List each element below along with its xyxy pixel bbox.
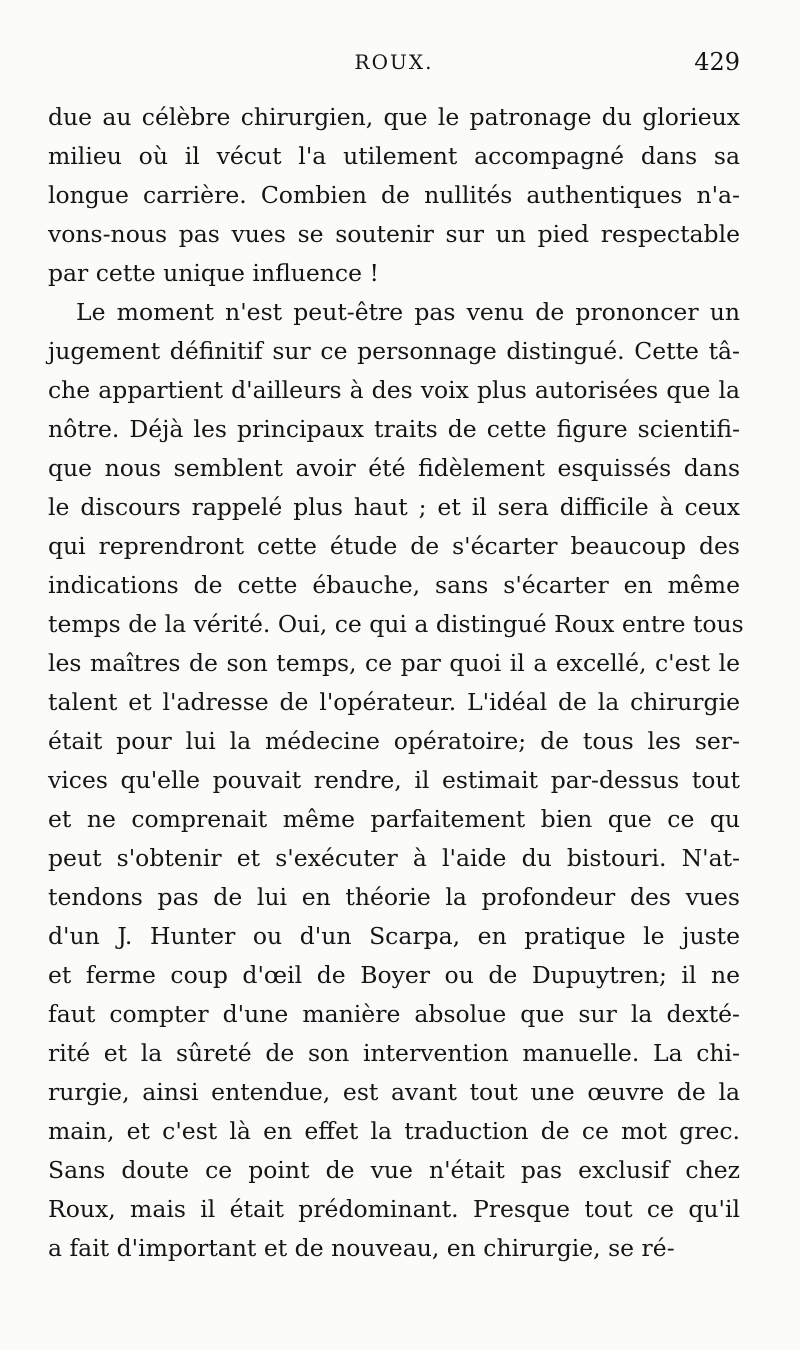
- text-line: peut s'obtenir et s'exécuter à l'aide du bistouri. N'at-: [48, 844, 740, 872]
- text-line: vons-nous pas vues se soutenir sur un pied respectable: [48, 220, 740, 248]
- text-line: indications de cette ébauche, sans s'écarter en même: [48, 571, 740, 599]
- text-line: et ferme coup d'œil de Boyer ou de Dupuytren; il ne: [48, 961, 740, 989]
- text-line: vices qu'elle pouvait rendre, il estimait par-dessus tout: [48, 766, 740, 794]
- text-line: a fait d'important et de nouveau, en chirurgie, se ré-: [48, 1234, 675, 1262]
- body-text: [48, 98, 744, 1268]
- paragraph: [48, 98, 740, 293]
- text-line: d'un J. Hunter ou d'un Scarpa, en pratique le juste: [48, 922, 740, 950]
- text-line: que nous semblent avoir été fidèlement esquissés dans: [48, 454, 740, 482]
- text-line: par cette unique influence !: [48, 259, 379, 287]
- text-line: milieu où il vécut l'a utilement accompagné dans sa: [48, 142, 740, 170]
- text-line: faut compter d'une manière absolue que sur la dexté-: [48, 1000, 740, 1028]
- text-line: temps de la vérité. Oui, ce qui a distingué Roux entre tous: [48, 610, 744, 638]
- text-line: et ne comprenait même parfaitement bien que ce qu: [48, 805, 740, 833]
- text-line: Le moment n'est peut-être pas venu de prononcer un: [76, 298, 740, 326]
- running-title: ROUX.: [354, 50, 434, 74]
- paragraph: [48, 293, 744, 1268]
- text-line: tendons pas de lui en théorie la profondeur des vues: [48, 883, 740, 911]
- text-line: due au célèbre chirurgien, que le patronage du glorieux: [48, 103, 740, 131]
- text-line: rurgie, ainsi entendue, est avant tout une œuvre de la: [48, 1078, 740, 1106]
- text-line: Roux, mais il était prédominant. Presque tout ce qu'il: [48, 1195, 740, 1223]
- text-line: jugement définitif sur ce personnage distingué. Cette tâ-: [48, 337, 740, 365]
- text-line: che appartient d'ailleurs à des voix plus autorisées que la: [48, 376, 740, 404]
- text-line: le discours rappelé plus haut ; et il sera difficile à ceux: [48, 493, 740, 521]
- text-line: qui reprendront cette étude de s'écarter beaucoup des: [48, 532, 740, 560]
- text-line: était pour lui la médecine opératoire; de tous les ser-: [48, 727, 740, 755]
- text-line: main, et c'est là en effet la traduction de ce mot grec.: [48, 1117, 740, 1145]
- text-line: les maîtres de son temps, ce par quoi il a excellé, c'est le: [48, 649, 740, 677]
- text-line: longue carrière. Combien de nullités authentiques n'a-: [48, 181, 740, 209]
- running-head: [48, 50, 740, 90]
- text-line: Sans doute ce point de vue n'était pas exclusif chez: [48, 1156, 740, 1184]
- page-number: 429: [694, 48, 740, 76]
- text-line: talent et l'adresse de l'opérateur. L'idéal de la chirurgie: [48, 688, 740, 716]
- text-line: rité et la sûreté de son intervention manuelle. La chi-: [48, 1039, 740, 1067]
- text-line: nôtre. Déjà les principaux traits de cette figure scientifi-: [48, 415, 740, 443]
